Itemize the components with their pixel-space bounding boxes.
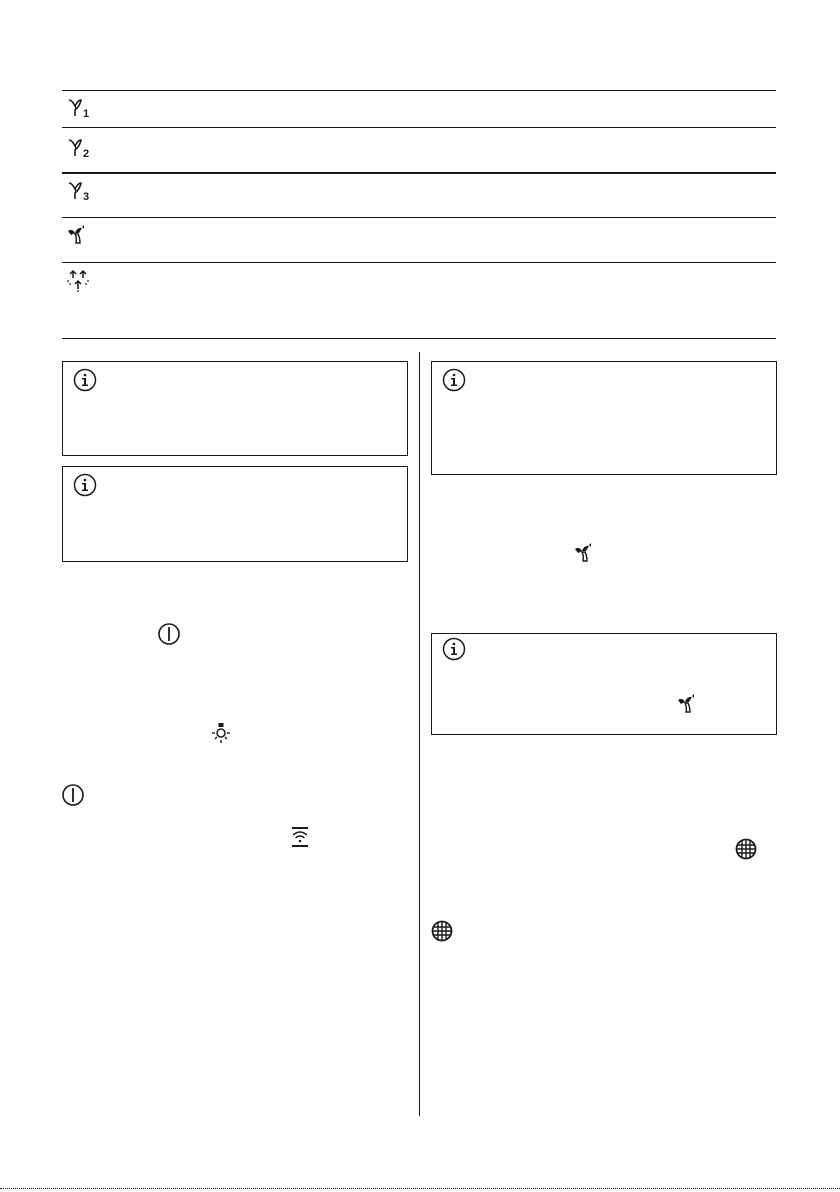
info-note xyxy=(62,466,408,562)
table-rule xyxy=(62,262,776,263)
power-icon xyxy=(61,783,85,807)
info-icon xyxy=(442,637,466,661)
fan-intensive-icon xyxy=(65,224,89,246)
info-note xyxy=(431,361,777,475)
table-rule xyxy=(62,172,776,174)
grease-filter-icon xyxy=(430,919,454,943)
fan-speed-1-icon xyxy=(65,97,91,119)
grease-filter-icon xyxy=(734,837,758,861)
hob-to-hood-icon xyxy=(289,825,311,849)
page-bottom-rule xyxy=(0,1188,840,1189)
fan-intensive-icon xyxy=(675,693,699,715)
fan-intensive-icon xyxy=(572,542,596,564)
info-icon xyxy=(73,368,97,392)
svg-text:1: 1 xyxy=(83,108,90,119)
light-icon xyxy=(209,721,233,745)
table-rule xyxy=(62,127,776,128)
column-divider xyxy=(419,352,420,1116)
svg-text:3: 3 xyxy=(83,191,90,202)
info-icon xyxy=(73,473,97,497)
table-rule xyxy=(62,217,776,218)
table-rule-bottom xyxy=(62,338,776,339)
info-note xyxy=(431,633,777,735)
power-icon xyxy=(157,622,181,646)
info-icon xyxy=(442,368,466,392)
table-rule-top xyxy=(62,90,776,91)
fan-speed-2-icon xyxy=(65,137,91,159)
info-note xyxy=(62,361,408,456)
breeze-icon xyxy=(65,268,91,292)
fan-speed-3-icon xyxy=(65,180,91,202)
svg-text:2: 2 xyxy=(83,148,90,159)
